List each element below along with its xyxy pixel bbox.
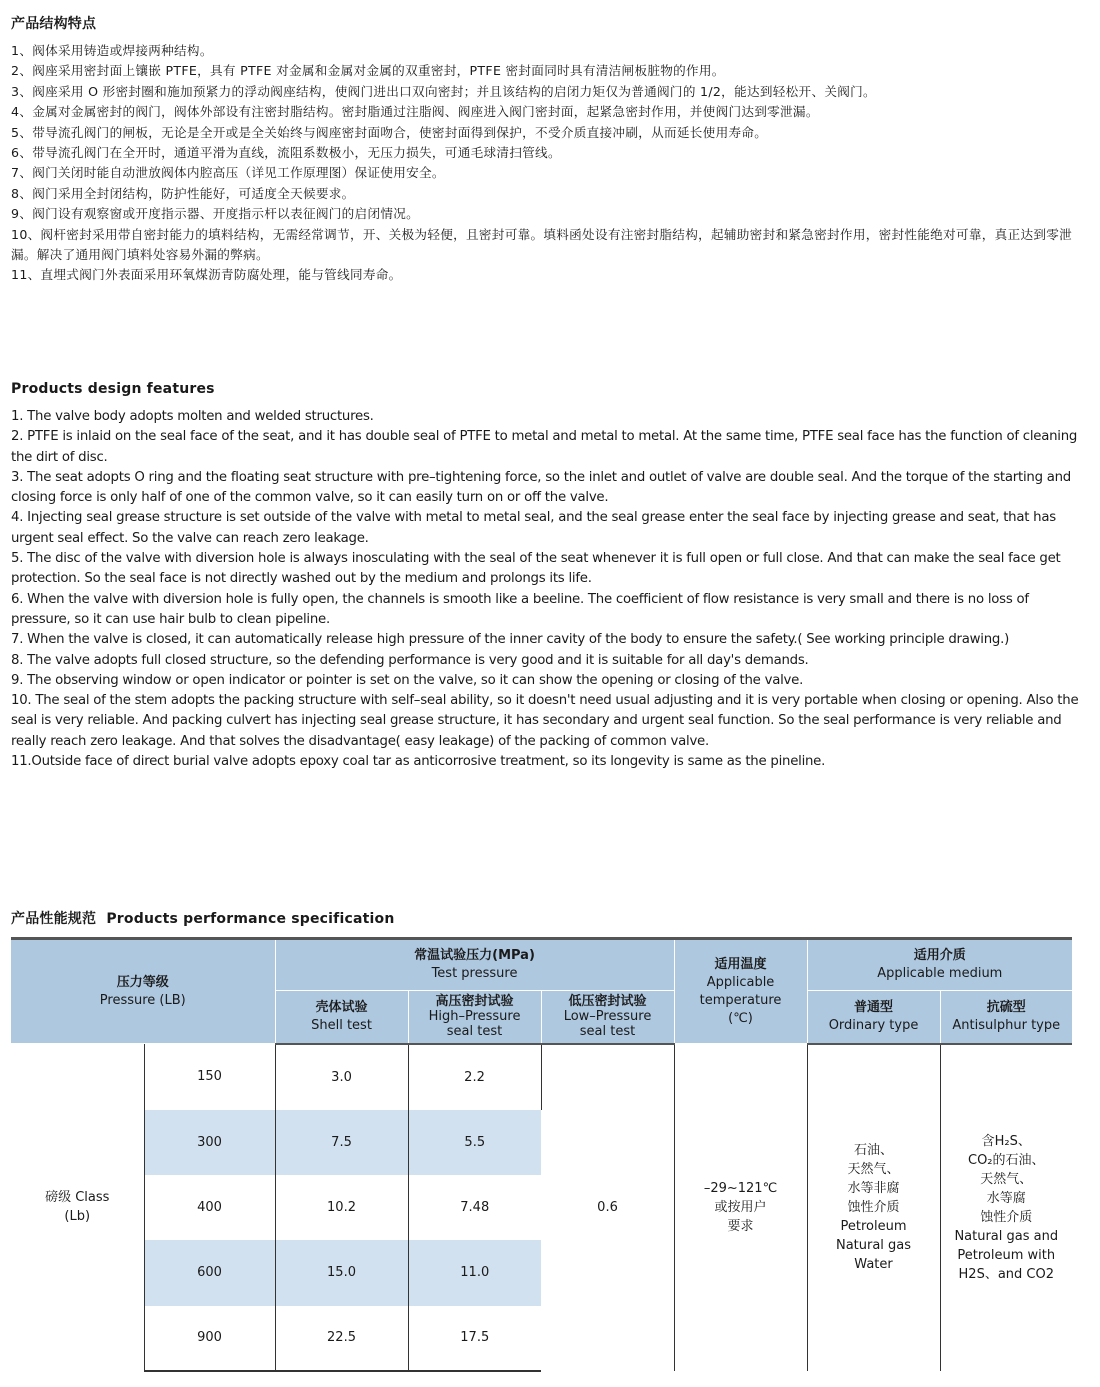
features-cn-list	[11, 41, 1089, 286]
features-cn-title: 产品结构特点	[11, 16, 97, 32]
header-shell-cn: 壳体试验	[315, 999, 368, 1015]
features-cn-item: 2、阀座采用密封面上镶嵌 PTFE，具有 PTFE 对金属和金属对金属的双重密封，PTFE 密封面同时具有清洁闸板脏物的作用。	[11, 63, 725, 79]
features-en-item: 4. Injecting seal grease structure is set outside of the valve with metal to metal seal, and the seal grease enter the seal face by injecting grease and seat, that has urgent seal effect. So the valve can reach zero leakage.	[11, 510, 1056, 546]
class-cn: 磅级 Class	[45, 1190, 110, 1206]
header-high-en2: seal test	[446, 1024, 503, 1040]
header-temp-cn: 适用温度	[714, 956, 767, 972]
header-shell-en: Shell test	[311, 1017, 372, 1033]
lb-cell: 300	[144, 1110, 275, 1175]
high-cell: 17.5	[408, 1306, 541, 1371]
shell-cell: 15.0	[275, 1240, 408, 1306]
anti-line: 蚀性介质	[980, 1209, 1033, 1225]
features-en-item: 7. When the valve is closed, it can automatically release high pressure of the inner cavity of the body to ensure the safety.( See working principle drawing.)	[11, 632, 1010, 648]
features-en-list	[11, 407, 1089, 772]
shell-cell: 22.5	[275, 1306, 408, 1371]
ord-line: 天然气、	[847, 1162, 900, 1177]
header-anti-cn: 抗硫型	[986, 999, 1026, 1015]
ord-line: Petroleum	[840, 1219, 907, 1234]
header-shell	[275, 991, 408, 1044]
ord-line: 石油、	[854, 1143, 894, 1158]
anti-line: CO₂的石油、	[968, 1152, 1045, 1168]
features-en-item: 6. When the valve with diversion hole is fully open, the channels is smooth like a beeline. The coefficient of flow resistance is very small and there is no loss of pressure, so it can use hair bulb to clean pipeline.	[11, 591, 1029, 627]
header-test-cn: 常温试验压力(MPa)	[414, 948, 535, 963]
header-pressure-cn: 压力等级	[116, 974, 169, 990]
ord-line: Natural gas	[835, 1238, 912, 1253]
features-cn-item: 8、阀门采用全封闭结构，防护性能好，可适度全天候要求。	[11, 185, 355, 201]
features-en-item: 1. The valve body adopts molten and welded structures.	[11, 409, 374, 424]
high-cell: 7.48	[460, 1199, 490, 1215]
anti-line: H2S、and CO2	[958, 1266, 1055, 1282]
lb-cell: 150	[144, 1044, 275, 1110]
features-cn-item: 5、带导流孔阀门的闸板，无论是全开或是全关始终与阀座密封面吻合，使密封面得到保护，不受介质直接冲刷，从而延长使用寿命。	[11, 124, 768, 140]
features-cn-item: 7、阀门关闭时能自动泄放阀体内腔高压（详见工作原理图）保证使用安全。	[11, 165, 445, 181]
header-test-pressure	[275, 939, 674, 991]
anti-line: 天然气、	[980, 1171, 1033, 1187]
table-row	[11, 1044, 1072, 1110]
temp-line: 或按用户	[714, 1199, 767, 1215]
header-high-pressure	[408, 991, 541, 1044]
antisulphur-medium-cell	[940, 1044, 1072, 1371]
ord-line: 蚀性介质	[847, 1200, 900, 1215]
features-en-item: 3. The seat adopts O ring and the floating seat structure with pre–tightening force, so the inlet and outlet of valve are double seal. And the torque of the starting and closing force is only half of one of the common valve, so it can easily turn on or off the valve.	[11, 469, 1072, 506]
header-ord-cn: 普通型	[854, 999, 894, 1015]
lb-cell: 600	[144, 1240, 275, 1306]
header-high-cn: 高压密封试验	[435, 994, 514, 1010]
anti-line: Petroleum with	[957, 1247, 1056, 1263]
temp-cell	[674, 1044, 807, 1371]
header-low-en1: Low–Pressure	[563, 1009, 652, 1025]
header-anti-en: Antisulphur type	[952, 1017, 1061, 1033]
header-pressure-en: Pressure (LB)	[99, 992, 186, 1008]
header-temp-unit: (℃)	[728, 1010, 753, 1026]
header-low-pressure	[541, 991, 674, 1044]
shell-cell: 3.0	[275, 1044, 408, 1110]
anti-line: 水等腐	[986, 1190, 1026, 1206]
header-test-en: Test pressure	[431, 966, 518, 981]
anti-line: 含H₂S、	[981, 1133, 1031, 1149]
spec-table	[11, 937, 1072, 1372]
features-en-item: 10. The seal of the stem adopts the packing structure with self–seal ability, so it doesn't need usual adjusting and it is very portable when closing or opening. Also the seal is very reliable. And packing culvert has injecting seal grease structure, it has secondary and urgent seal function. So the seal performance is very reliable and really reach zero leakage. And that solves the disadvantage( easy leakage) of the packing of common valve.	[11, 693, 1079, 749]
header-medium-en: Applicable medium	[877, 966, 1003, 981]
features-cn-item: 3、阀座采用 O 形密封圈和施加预紧力的浮动阀座结构，使阀门进出口双向密封；并且该结构的启闭力矩仅为普通阀门的 1/2，能达到轻松开、关阀门。	[11, 83, 876, 99]
high-cell: 2.2	[408, 1044, 541, 1110]
lb-cell: 900	[144, 1306, 275, 1371]
spec-title: 产品性能规范 Products performance specification	[11, 911, 395, 927]
header-ordinary	[807, 991, 940, 1044]
features-en-item: 11.Outside face of direct burial valve adopts epoxy coal tar as anticorrosive treatment, so its longevity is same as the pineline.	[11, 754, 826, 770]
ordinary-medium-cell	[807, 1044, 940, 1371]
ord-line: 水等非腐	[847, 1181, 900, 1196]
features-cn-item: 9、阀门设有观察窗或开度指示器、开度指示杆以表征阀门的启闭情况。	[11, 206, 420, 222]
high-cell: 5.5	[408, 1110, 541, 1175]
temp-line: 要求	[727, 1218, 754, 1234]
header-high-en1: High–Pressure	[428, 1009, 521, 1025]
header-medium-cn: 适用介质	[913, 948, 966, 963]
header-temp-en1: Applicable	[706, 974, 775, 990]
features-en-item: 8. The valve adopts full closed structure, so the defending performance is very good and it is suitable for all day's demands.	[11, 652, 809, 668]
low-cell: 0.6	[541, 1044, 674, 1371]
features-en-item: 2. PTFE is inlaid on the seal face of the seat, and it has double seal of PTFE to metal and metal to metal. At the same time, PTFE seal face has the function of cleaning the dirt of disc.	[11, 429, 1078, 465]
temp-line: –29~121℃	[703, 1180, 778, 1196]
header-antisulphur	[940, 991, 1072, 1044]
ord-line: Water	[854, 1257, 893, 1272]
features-en-title: Products design features	[11, 381, 215, 397]
features-cn-item: 6、带导流孔阀门在全开时，通道平滑为直线，流阻系数极小，无压力损失，可通毛球清扫管线。	[11, 145, 561, 161]
high-cell: 11.0	[408, 1240, 541, 1306]
lb-cell: 400	[144, 1175, 275, 1240]
features-cn-item: 10、阀杆密封采用带自密封能力的填料结构，无需经常调节，开、关极为轻便，且密封可靠。填料函处设有注密封脂结构，起辅助密封和紧急密封作用，密封性能绝对可靠，真正达到零泄漏。解决了通用阀门填料处容易外漏的弊病。	[11, 226, 1073, 263]
features-cn-item: 4、金属对金属密封的阀门，阀体外部设有注密封脂结构。密封脂通过注脂阀、阀座进入阀门密封面，起紧急密封作用，并使阀门达到零泄漏。	[11, 104, 819, 120]
header-pressure	[11, 939, 275, 1044]
header-low-en2: seal test	[579, 1024, 636, 1040]
class-en: (Lb)	[64, 1209, 91, 1225]
class-cell	[11, 1044, 144, 1371]
shell-cell: 10.2	[275, 1175, 408, 1240]
header-low-cn: 低压密封试验	[568, 994, 647, 1010]
features-cn-item: 1、阀体采用铸造或焊接两种结构。	[11, 43, 213, 58]
header-temperature	[674, 939, 807, 1044]
features-en-item: 5. The disc of the valve with diversion hole is always inosculating with the seal of the seat whenever it is full open or full close. And that can make the seal face get protection. So the seal face is not directly washed out by the medium and prolongs its life.	[11, 551, 1061, 587]
shell-cell: 7.5	[275, 1110, 408, 1175]
features-en-item: 9. The observing window or open indicator or pointer is set on the valve, so it can show the opening or closing of the valve.	[11, 672, 804, 688]
header-ord-en: Ordinary type	[828, 1017, 919, 1033]
header-temp-en2: temperature	[699, 992, 782, 1008]
header-medium	[807, 939, 1072, 991]
features-cn-item: 11、直埋式阀门外表面采用环氧煤沥青防腐处理，能与管线同寿命。	[11, 267, 402, 283]
anti-line: Natural gas and	[954, 1228, 1059, 1244]
